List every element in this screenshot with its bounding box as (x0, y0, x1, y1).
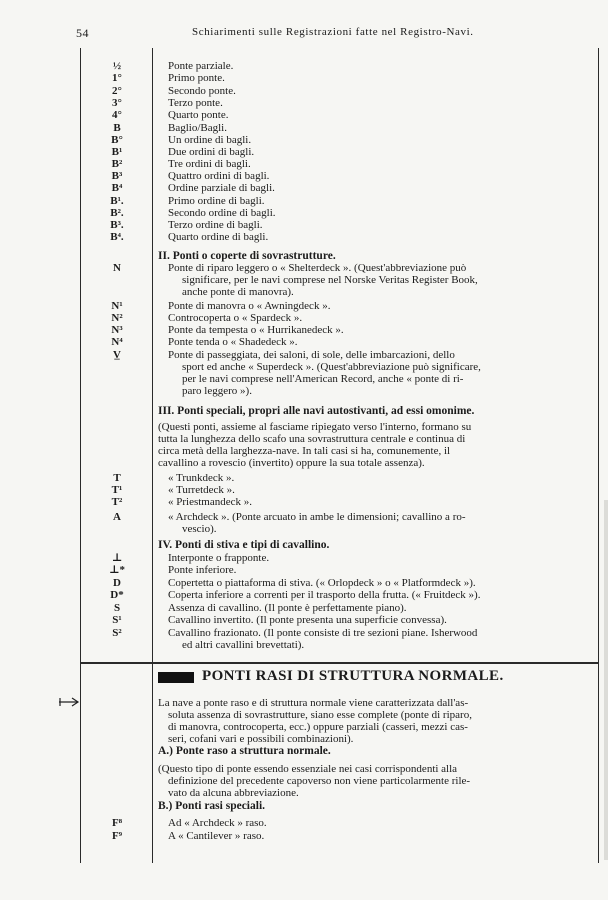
subsection-a-line: definizione del precedente capoverso non viene particolarmente rile- (168, 775, 471, 787)
text-line (0, 733, 608, 745)
table-row (0, 421, 608, 433)
table-row (0, 511, 608, 523)
table-row (0, 146, 608, 158)
row-description: « Archdeck ». (Ponte arcuato in ambe le dimensioni; cavallino a ro- (168, 511, 466, 523)
table-row (0, 170, 608, 182)
table-row (0, 457, 608, 469)
table-row (0, 122, 608, 134)
table-row (0, 182, 608, 194)
table-row (0, 552, 608, 564)
row-symbol: 4° (112, 109, 122, 121)
row-symbol: B³. (110, 219, 124, 231)
table-row (0, 158, 608, 170)
banner-title: PONTI RASI DI STRUTTURA NORMALE. (202, 668, 504, 684)
row-description: Cavallino frazionato. (Il ponte consiste di tre sezioni piane. Isherwood (168, 627, 478, 639)
row-description: « Turretdeck ». (168, 484, 235, 496)
page-edge-shadow (604, 500, 608, 860)
table-row (0, 207, 608, 219)
table-row (0, 385, 608, 397)
intro-line: soluta assenza di sovrastrutture, siano esse complete (ponte di riparo, (168, 709, 472, 721)
row-symbol: B⁴ (111, 182, 123, 194)
row-symbol: T (113, 472, 121, 484)
text-line (0, 709, 608, 721)
row-description: Secondo ponte. (168, 85, 236, 97)
table-row (0, 539, 608, 551)
row-symbol: T¹ (111, 484, 123, 496)
row-description: Ordine parziale di bagli. (168, 182, 275, 194)
row-description: Quarto ponte. (168, 109, 229, 121)
row-symbol: S (113, 602, 121, 614)
table-row (0, 109, 608, 121)
table-row (0, 300, 608, 312)
row-description: Ponte tenda o « Shadedeck ». (168, 336, 298, 348)
row-symbol: N³ (111, 324, 123, 336)
row-description: Baglio/Bagli. (168, 122, 227, 134)
page-header (0, 26, 608, 42)
intro-line: La nave a ponte raso e di struttura normale viene caratterizzata dall'as- (158, 697, 469, 709)
table-row (0, 405, 608, 417)
row-description: Ponte parziale. (168, 60, 234, 72)
page-number: 54 (76, 26, 89, 40)
subsection-heading-b: B.) Ponti rasi speciali. (158, 800, 266, 812)
table-row (0, 85, 608, 97)
table-row (0, 195, 608, 207)
section-heading: III. Ponti speciali, propri alle navi autostivanti, ad essi omonime. (158, 405, 475, 417)
table-row (0, 639, 608, 651)
row-symbol: F⁸ (111, 817, 123, 829)
section-heading: II. Ponti o coperte di sovrastrutture. (158, 250, 336, 262)
row-description: Interponte o frapponte. (168, 552, 270, 564)
table-row (0, 336, 608, 348)
row-description: sport ed anche « Superdeck ». (Quest'abbreviazione può significare, (182, 361, 481, 373)
row-symbol: N² (111, 312, 123, 324)
row-description: Controcoperta o « Spardeck ». (168, 312, 303, 324)
row-description: A « Cantilever » raso. (168, 830, 265, 842)
table-row (0, 523, 608, 535)
row-symbol: B² (111, 158, 123, 170)
row-description: Ponte da tempesta o « Hurrikanedeck ». (168, 324, 344, 336)
row-description: « Priestmandeck ». (168, 496, 253, 508)
section-divider (80, 662, 599, 664)
text-line (0, 830, 608, 842)
text-line (0, 697, 608, 709)
row-symbol: A (113, 511, 121, 523)
row-description: anche ponte di manovra). (182, 286, 294, 298)
row-symbol: V̲ (113, 349, 121, 361)
row-symbol: B¹ (111, 146, 123, 158)
row-symbol: B (113, 122, 121, 134)
row-symbol: F⁹ (111, 830, 123, 842)
row-description: cavallino a rovescio (invertito) oppure la sua totale assenza). (158, 457, 425, 469)
subsection-a-line: (Questo tipo di ponte essendo essenziale nei casi corrispondenti alla (158, 763, 458, 775)
text-line (0, 817, 608, 829)
table-row (0, 472, 608, 484)
row-description: Ponte inferiore. (168, 564, 237, 576)
table-row (0, 484, 608, 496)
table-row (0, 589, 608, 601)
row-symbol: ⊥* (108, 564, 126, 576)
subsection-a-line: vato da alcuna abbreviazione. (168, 787, 299, 799)
text-line (0, 763, 608, 775)
table-row (0, 97, 608, 109)
row-description: (Questi ponti, assieme al fasciame ripiegato verso l'interno, formano su (158, 421, 472, 433)
banner-bar (158, 672, 194, 683)
row-symbol: S¹ (112, 614, 122, 626)
table-row (0, 324, 608, 336)
text-line (0, 721, 608, 733)
table-row (0, 602, 608, 614)
table-row (0, 614, 608, 626)
row-symbol: B². (110, 207, 124, 219)
intro-line: seri, cofani vari e possibili combinazioni). (168, 733, 354, 745)
row-description: Terzo ponte. (168, 97, 223, 109)
text-line (0, 800, 608, 812)
row-description: Ad « Archdeck » raso. (168, 817, 267, 829)
table-row (0, 496, 608, 508)
row-description: Ponte di manovra o « Awningdeck ». (168, 300, 331, 312)
row-symbol: S² (112, 627, 122, 639)
row-description: Coperta inferiore a correnti per il trasporto della frutta. (« Fruitdeck »). (168, 589, 481, 601)
row-description: Cavallino invertito. (Il ponte presenta una superficie convessa). (168, 614, 447, 626)
row-description: « Trunkdeck ». (168, 472, 235, 484)
row-description: paro leggero »). (182, 385, 252, 397)
row-description: vescio). (182, 523, 217, 535)
table-row (0, 250, 608, 262)
row-description: Quarto ordine di bagli. (168, 231, 269, 243)
row-description: tutta la lunghezza dello scafo una sovrastruttura centrale e continua di (158, 433, 466, 445)
table-row (0, 361, 608, 373)
table-row (0, 274, 608, 286)
row-symbol: N⁴ (111, 336, 123, 348)
row-symbol: B⁴. (110, 231, 124, 243)
row-symbol: 1° (112, 72, 122, 84)
row-description: Un ordine di bagli. (168, 134, 252, 146)
running-title: Schiarimenti sulle Registrazioni fatte nel Registro-Navi. (192, 26, 474, 38)
row-description: Ponte di passeggiata, dei saloni, di sole, delle imbarcazioni, dello (168, 349, 455, 361)
row-symbol: 3° (112, 97, 122, 109)
table-row (0, 627, 608, 639)
table-row (0, 312, 608, 324)
table-row (0, 373, 608, 385)
row-symbol: B³ (111, 170, 123, 182)
row-description: significare, per le navi comprese nel Norske Veritas Register Book, (182, 274, 478, 286)
table-row (0, 445, 608, 457)
table-row (0, 72, 608, 84)
row-symbol: B¹. (110, 195, 124, 207)
row-description: Quattro ordini di bagli. (168, 170, 270, 182)
row-symbol: ½ (112, 60, 122, 72)
table-row (0, 60, 608, 72)
row-description: Ponte di riparo leggero o « Shelterdeck ». (Quest'abbreviazione può (168, 262, 467, 274)
row-description: Primo ponte. (168, 72, 225, 84)
row-symbol: N¹ (111, 300, 123, 312)
row-symbol: D* (110, 589, 124, 601)
row-symbol: 2° (112, 85, 122, 97)
row-symbol: N (113, 262, 121, 274)
table-row (0, 231, 608, 243)
table-row (0, 134, 608, 146)
row-symbol: T² (111, 496, 123, 508)
table-row (0, 433, 608, 445)
table-row (0, 564, 608, 576)
text-line (0, 787, 608, 799)
section-heading: IV. Ponti di stiva e tipi di cavallino. (158, 539, 330, 551)
subsection-heading-a: A.) Ponte raso a struttura normale. (158, 745, 331, 757)
table-row (0, 349, 608, 361)
row-description: Tre ordini di bagli. (168, 158, 251, 170)
row-description: Secondo ordine di bagli. (168, 207, 276, 219)
row-symbol: D (113, 577, 121, 589)
text-line (0, 745, 608, 757)
row-description: Due ordini di bagli. (168, 146, 255, 158)
row-symbol: ⊥ (111, 552, 123, 564)
table-row (0, 219, 608, 231)
row-description: Primo ordine di bagli. (168, 195, 265, 207)
table-row (0, 286, 608, 298)
row-description: Assenza di cavallino. (Il ponte è perfettamente piano). (168, 602, 407, 614)
table-row (0, 577, 608, 589)
text-line (0, 775, 608, 787)
row-description: Copertetta o piattaforma di stiva. (« Orlopdeck » o « Platformdeck »). (168, 577, 476, 589)
table-row (0, 262, 608, 274)
row-description: per le navi comprese nell'American Record, anche « ponte di ri- (182, 373, 464, 385)
row-description: circa metà della larghezza-nave. In tali casi si ha, comunemente, il (158, 445, 451, 457)
row-description: Terzo ordine di bagli. (168, 219, 263, 231)
row-description: ed altri cavallini brevettati). (182, 639, 305, 651)
intro-line: di manovra, controcoperta, ecc.) oppure parziali (casseri, mezzi cas- (168, 721, 468, 733)
row-symbol: B° (111, 134, 123, 146)
